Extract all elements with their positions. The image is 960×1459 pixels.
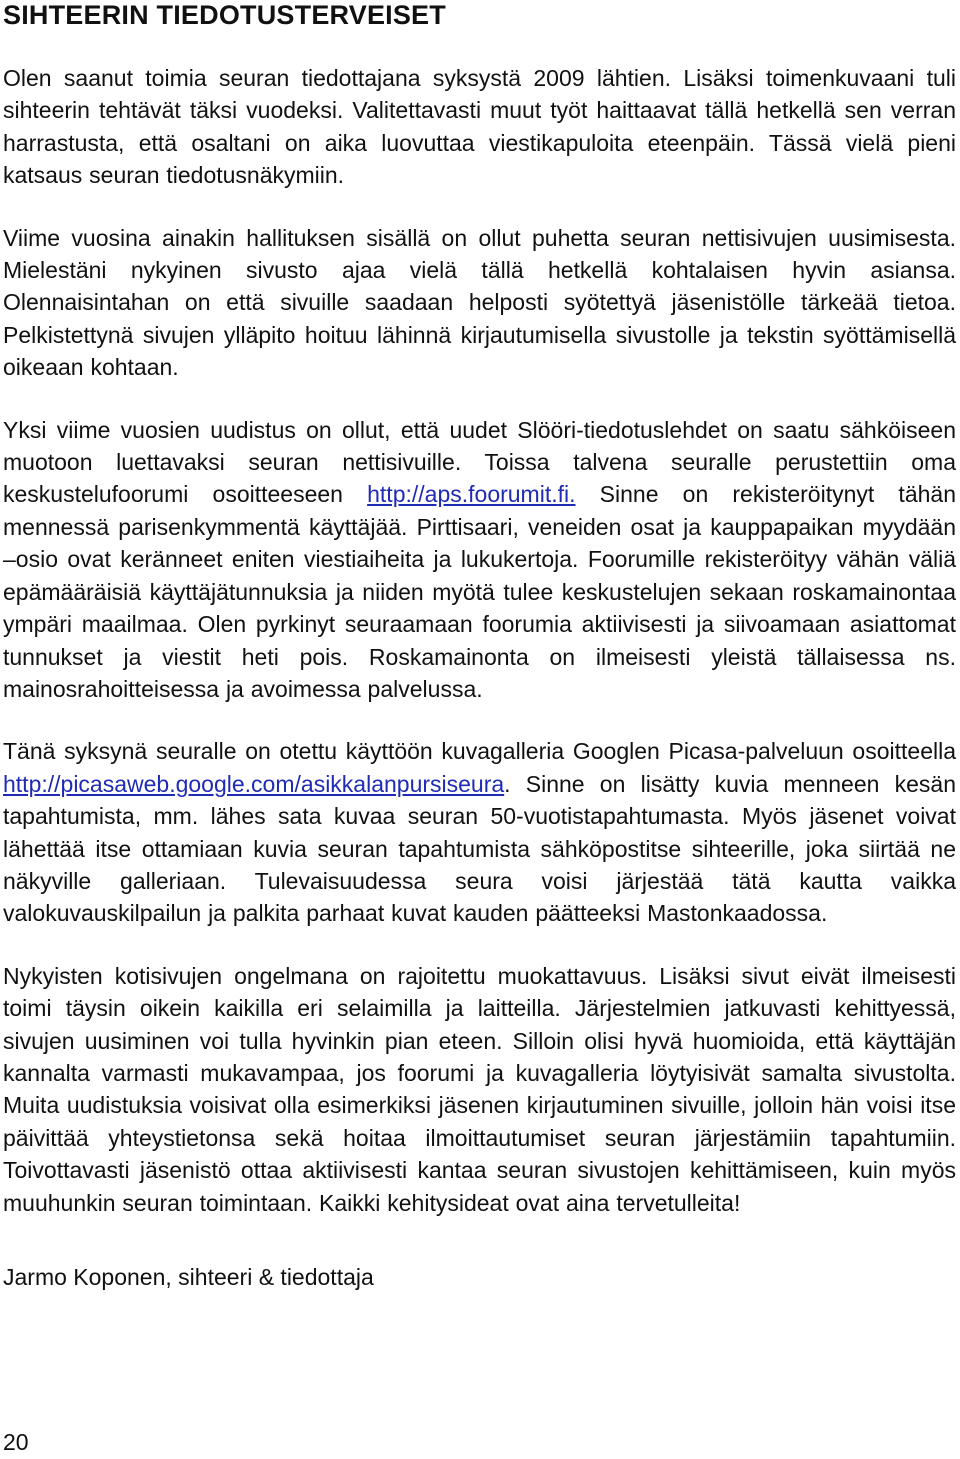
document-page <box>3 0 956 1293</box>
paragraph-website: Viime vuosina ainakin hallituksen sisällä on ollut puhetta seuran nettisivujen uusimisesta. Mielestäni nykyinen sivusto ajaa vielä tällä hetkellä kohtalaisen hyvin asiansa. Olennaisintahan on että sivuille saadaan helposti syötettyä jäsenistölle tärkeää tietoa. Pelkistettynä sivujen ylläpito hoituu lähinnä kirjautumisella sivustolle ja tekstin syöttämisellä oikeaan kohtaan. <box>3 224 956 381</box>
paragraph-gallery-text-after: . Sinne on lisätty kuvia menneen kesän tapahtumista, mm. lähes sata kuvaa seuran 50-vuotistapahtumasta. Myös jäsenet voivat lähettää itse ottamiaan kuvia seuran tapahtumista sähköpostitse sihteerille, joka siirtää ne näkyville galleriaan. Tulevaisuudessa seura voisi järjestää tätä kautta vaikka valokuvauskilpailun ja palkita parhaat kuvat kauden päätteeksi Mastonkaadossa. <box>3 770 956 927</box>
gallery-link[interactable]: http://picasaweb.google.com/asikkalanpursiseura <box>3 770 505 797</box>
paragraph-forum-text-after: Sinne on rekisteröitynyt tähän mennessä parisenkymmentä käyttäjää. Pirttisaari, veneiden osat ja kauppapaikan myydään –osio ovat keränneet eniten viestiaiheita ja lukukertoja. Foorumille rekisteröityy vähän väliä epämääräisiä käyttäjätunnuksia ja niiden myötä tulee keskustelujen sekaan roskamainontaa ympäri maailmaa. Olen pyrkinyt seuraamaan foorumia aktiivisesti ja siivoamaan asiattomat tunnukset ja viestit heti pois. Roskamainonta on ilmeisesti yleistä tällaisessa ns. mainosrahoitteisessa ja avoimessa palvelussa. <box>3 481 956 702</box>
forum-link[interactable]: http://aps.foorumit.fi. <box>367 481 576 508</box>
paragraph-future: Nykyisten kotisivujen ongelmana on rajoitettu muokattavuus. Lisäksi sivut eivät ilmeisesti toimi täysin oikein kaikilla eri selaimilla ja laitteilla. Järjestelmien jatkuvasti kehittyessä, sivujen uusiminen voi tulla hyvinkin pian eteen. Silloin olisi hyvä huomioida, että käyttäjän kannalta varmasti mukavampaa, jos foorumi ja kuvagalleria löytyisivät samalta sivustolta. Muita uudistuksia voisivat olla esimerkiksi jäsenen kirjautuminen sivuille, jolloin hän voisi itse päivittää yhteystietonsa sekä hoitaa ilmoittautumiset seuran järjestämiin tapahtumiin. Toivottavasti jäsenistö ottaa aktiivisesti kantaa seuran sivustojen kehittämiseen, kuin myös muuhunkin seuran toimintaan. Kaikki kehitysideat ovat aina tervetulleita! <box>3 962 956 1216</box>
page-number: 20 <box>3 1429 29 1455</box>
article-title: SIHTEERIN TIEDOTUSTERVEISET <box>3 0 446 30</box>
paragraph-intro: Olen saanut toimia seuran tiedottajana syksystä 2009 lähtien. Lisäksi toimenkuvaani tuli sihteerin tehtävät täksi vuodeksi. Valitettavasti muut työt haittaavat tällä hetkellä sen verran harrastusta, että osaltani on aika luovuttaa viestikapuloita eteenpäin. Tässä vielä pieni katsaus seuran tiedotusnäkymiin. <box>3 65 956 189</box>
paragraph-forum-text-before: Yksi viime vuosien uudistus on ollut, että uudet Slööri-tiedotuslehdet on saatu sähköiseen muotoon luettavaksi seuran nettisivuille. Toissa talvena seuralle perustettiin oma keskustelufoorumi osoitteeseen <box>3 416 956 508</box>
paragraph-gallery-text-before: Tänä syksynä seuralle on otettu käyttöön kuvagalleria Googlen Picasa-palveluun osoitteella <box>3 738 956 765</box>
paragraph-forum <box>3 414 956 706</box>
paragraph-gallery <box>3 735 956 929</box>
signature: Jarmo Koponen, sihteeri & tiedottaja <box>3 1264 374 1290</box>
